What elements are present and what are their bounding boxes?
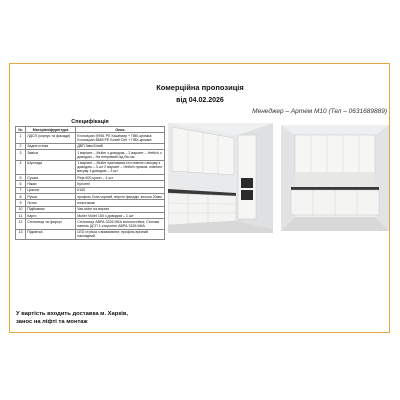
- row-material: Цоколь: [26, 187, 76, 193]
- row-number: 11: [16, 212, 26, 218]
- document-date: від 04.02.2026: [176, 97, 224, 104]
- row-description: 1 варіант – Muller з доводом – 2 варіант – Hettich з доводом – На непрямий під бік-ом: [76, 150, 165, 160]
- row-material: Завіси: [26, 150, 76, 160]
- row-number: 9: [16, 200, 26, 206]
- row-number: 6: [16, 181, 26, 187]
- table-row: [16, 219, 165, 229]
- row-description: h100: [76, 187, 165, 193]
- delivery-note-line2: занос на ліфті та монтаж: [16, 319, 88, 326]
- row-material: ЛДСП (корпус та фасади): [26, 133, 76, 143]
- row-description: Kronospan (9951 PE Кашемир + ПВХ-кромка; Kronospan 8685 PE Білий Снiг + ПВХ-кромка: [76, 133, 165, 143]
- delivery-note: [16, 310, 128, 327]
- table-row: [16, 160, 165, 175]
- row-material: Карго: [26, 212, 76, 218]
- row-description: Rejs 600 кухон – 1 шт: [76, 175, 165, 181]
- table-row: [16, 133, 165, 143]
- row-description: ДВП 3мм Білий: [76, 143, 165, 149]
- row-number: 2: [16, 143, 26, 149]
- col-header-num: №: [16, 127, 26, 133]
- row-description: Muller Violet 150 з доводом – 1 шт: [76, 212, 165, 218]
- manager-contact: Менеджер – Артем М10 (Тел – 0631689889): [252, 108, 387, 115]
- spec-table: [15, 126, 165, 240]
- row-description: пластикові: [76, 200, 165, 206]
- kitchen-render-front: [281, 125, 389, 231]
- row-material: Підйомник: [26, 206, 76, 212]
- col-header-description: Опис: [76, 127, 165, 133]
- spec-title: Специфікація: [71, 119, 109, 125]
- row-material: Задня стінка: [26, 143, 76, 149]
- row-number: 13: [16, 229, 26, 239]
- row-description: 1 варіант – Muller прихована-сти повного висуву з доводом – 3 шт 2 варіант – Hettich прихов. повного висуву з доводом – 3 шт: [76, 160, 165, 175]
- row-number: 7: [16, 187, 26, 193]
- row-material: Шухляди: [26, 160, 76, 175]
- kitchen-render-corner: [168, 123, 273, 233]
- row-number: 8: [16, 194, 26, 200]
- row-number: 10: [16, 206, 26, 212]
- table-row: [16, 150, 165, 160]
- row-material: Сушка: [26, 175, 76, 181]
- row-description: Стільниця АВРА 3326 МКА вологостійка; Стінова панель ДСП 1-сторонне АВРА 3326 МКА: [76, 219, 165, 229]
- document-title: Комерційна пропозиція: [156, 83, 244, 92]
- row-number: 3: [16, 150, 26, 160]
- col-header-material: Матеріал/фурнітура: [26, 127, 76, 133]
- row-material: Підсвітка: [26, 229, 76, 239]
- row-description: Vas-stdm на вітрині: [76, 206, 165, 212]
- row-number: 12: [16, 219, 26, 229]
- row-description: Кухонні: [76, 181, 165, 187]
- row-number: 4: [16, 160, 26, 175]
- row-number: 5: [16, 175, 26, 181]
- row-material: Ніжки: [26, 181, 76, 187]
- row-material: Ручки: [26, 194, 76, 200]
- row-description: LED стрічка з вимикачем; профіль врізний накладний: [76, 229, 165, 239]
- row-number: 1: [16, 133, 26, 143]
- row-material: Лотки: [26, 200, 76, 206]
- row-description: профіль Gola чорний, верхні фасади: зноска 20мм: [76, 194, 165, 200]
- table-row: [16, 229, 165, 239]
- row-material: Стільниця та фартух: [26, 219, 76, 229]
- delivery-note-line1: У вартість входить доставка м. Харків,: [16, 311, 129, 317]
